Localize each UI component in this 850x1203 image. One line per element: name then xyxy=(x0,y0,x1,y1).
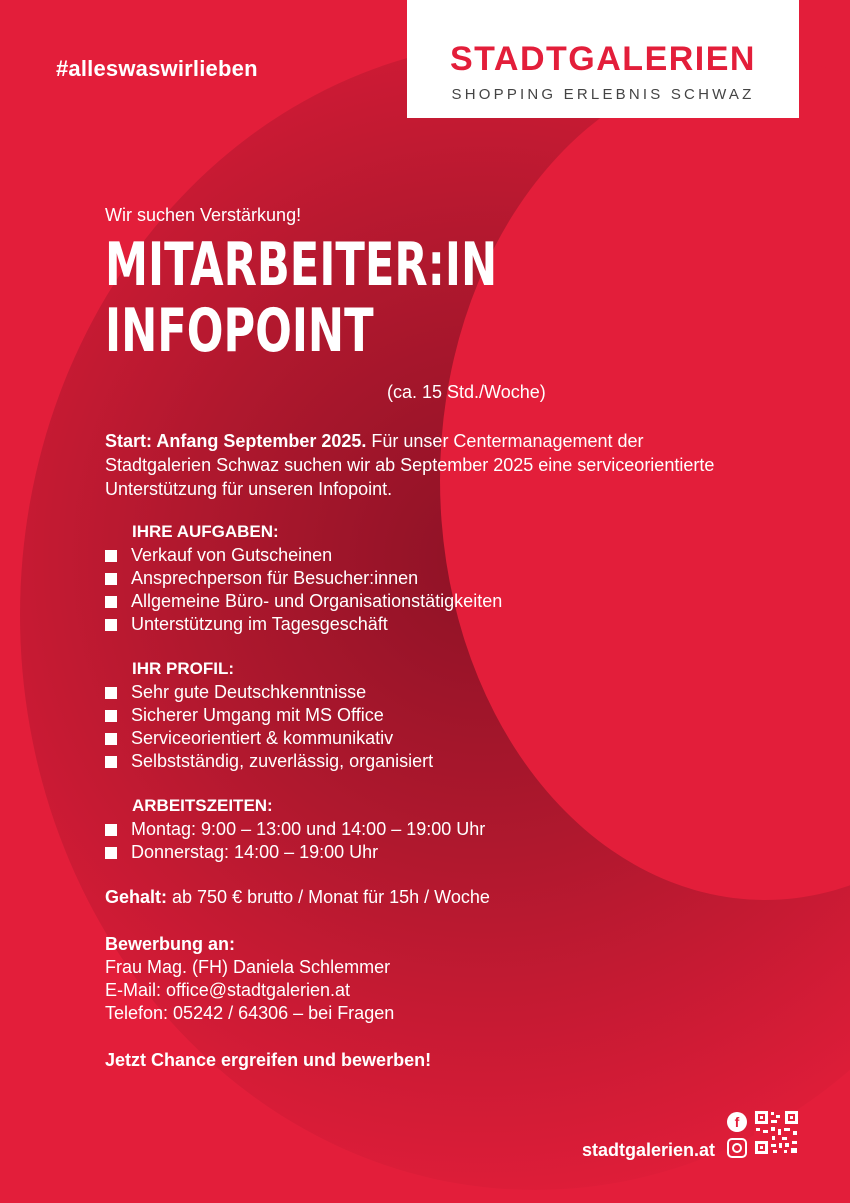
list-item: Ansprechperson für Besucher:innen xyxy=(105,567,745,590)
profile-section xyxy=(105,659,745,773)
contact-phone[interactable]: Telefon: 05242 / 64306 – bei Fragen xyxy=(105,1003,395,1023)
intro-text: Für unser Centermanagement der Stadtgalerien Schwaz suchen wir ab September 2025 eine serviceorientierte Unterstützung für unseren Infopoint. xyxy=(105,431,715,499)
bullet-square-icon xyxy=(105,756,117,768)
bullet-square-icon xyxy=(105,687,117,699)
instagram-icon[interactable] xyxy=(727,1138,747,1158)
intro-paragraph xyxy=(105,429,745,501)
contact-heading: Bewerbung an: xyxy=(105,934,236,954)
list-item: Donnerstag: 14:00 – 19:00 Uhr xyxy=(105,841,745,864)
job-title-line-1: MITARBEITER:IN xyxy=(105,230,498,300)
pre-title: Wir suchen Verstärkung! xyxy=(105,205,302,225)
contact-name: Frau Mag. (FH) Daniela Schlemmer xyxy=(105,957,391,977)
bullet-square-icon xyxy=(105,733,117,745)
job-header xyxy=(105,205,745,364)
bullet-square-icon xyxy=(105,710,117,722)
bullet-square-icon xyxy=(105,596,117,608)
list-item: Allgemeine Büro- und Organisationstätigkeiten xyxy=(105,590,745,613)
list-item: Selbstständig, zuverlässig, organisiert xyxy=(105,750,745,773)
hours-heading: ARBEITSZEITEN: xyxy=(132,796,273,815)
logo-subtitle: SHOPPING ERLEBNIS SCHWAZ xyxy=(451,86,755,103)
list-item: Sehr gute Deutschkenntnisse xyxy=(105,681,745,704)
call-to-action: Jetzt Chance ergreifen und bewerben! xyxy=(105,1050,432,1070)
contact-email[interactable]: E-Mail: office@stadtgalerien.at xyxy=(105,980,351,1000)
profile-heading: IHR PROFIL: xyxy=(132,659,234,678)
list-item: Unterstützung im Tagesgeschäft xyxy=(105,613,745,636)
website-link[interactable]: stadtgalerien.at xyxy=(582,1140,716,1160)
tasks-heading: IHRE AUFGABEN: xyxy=(132,522,279,541)
contact-block xyxy=(105,933,394,1025)
salary-line xyxy=(105,887,490,908)
salary-label: Gehalt: xyxy=(105,887,168,907)
logo-main-text: STADTGALERIEN xyxy=(450,40,756,78)
hours-note: (ca. 15 Std./Woche) xyxy=(387,382,546,402)
facebook-icon[interactable]: f xyxy=(727,1112,747,1132)
list-item: Serviceorientiert & kommunikativ xyxy=(105,727,745,750)
bullet-square-icon xyxy=(105,573,117,585)
bullet-square-icon xyxy=(105,824,117,836)
tasks-section xyxy=(105,522,745,636)
intro-start-date: Start: Anfang September 2025. xyxy=(105,431,367,451)
bullet-square-icon xyxy=(105,550,117,562)
qr-code[interactable] xyxy=(754,1110,799,1155)
logo[interactable] xyxy=(407,0,799,118)
bullet-square-icon xyxy=(105,619,117,631)
hours-section xyxy=(105,796,745,864)
job-title-line-2: INFOPOINT xyxy=(105,296,374,366)
bullet-square-icon xyxy=(105,847,117,859)
list-item: Verkauf von Gutscheinen xyxy=(105,544,745,567)
hashtag: #alleswaswirlieben xyxy=(56,56,258,81)
salary-text: ab 750 € brutto / Monat für 15h / Woche xyxy=(167,887,490,907)
list-item: Sicherer Umgang mit MS Office xyxy=(105,704,745,727)
list-item: Montag: 9:00 – 13:00 und 14:00 – 19:00 Uhr xyxy=(105,818,745,841)
